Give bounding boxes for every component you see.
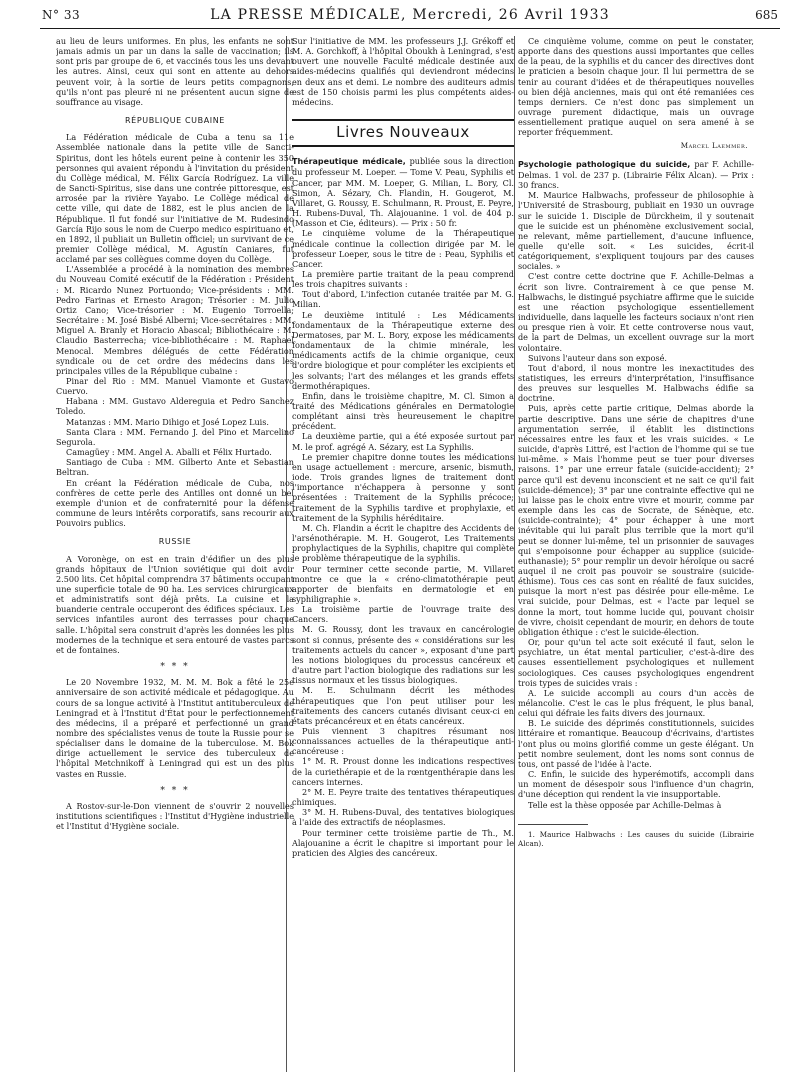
paragraph: Enfin, dans le troisième chapitre, M. Cl. Simon a traité des Médications générales en Dermatologie complétant ainsi très heureusement le chapitre précédent.	[292, 390, 514, 432]
paragraph: B. Le suicide des déprimés constitutionnels, suicides littéraire et romantique. Beaucoup d'écrivains, d'artistes l'ont plus ou moins glorifié comme un geste élégant. Un petit nombre seulement, dont les noms sont connus de tous, ont passé de l'idée à l'acte.	[518, 718, 754, 769]
paragraph: Puis viennent 3 chapitres résumant nos connaissances actuelles de la thérapeutique anti-cancéreuse :	[292, 726, 514, 757]
paragraph: M. E. Schulmann décrit les méthodes thérapeutiques que l'on peut utiliser pour les traitements des cancers cutanés divisant ceux-ci en états précancéreux et en états cancéreux.	[292, 685, 514, 726]
paragraph: Or, pour qu'un tel acte soit exécuté il faut, selon le psychiatre, un état mental particulier, c'est-à-dire des causes essentiellement psychologiques et nullement sociologiques. Ces causes psychologiques engendrent trois types de suicides vrais :	[518, 637, 754, 688]
book-description: publiée sous la direction du professeur M. Loeper. — Tome V. Peau, Syphilis et Cancer, par MM. M. Loeper, G. Milian, L. Bory, Cl. Simon, A. Sézary, Ch. Flandin, H. Gougerot, M. Villaret, G. Roussy, E. Schulmann, R. Proust, E. Peyre, H. Rubens-Duval, Th. Alajouanine. 1 vol. de 404 p. (Masson et Cie, éditeurs). — Prix : 50 fr.	[292, 156, 514, 229]
paragraph: La première partie traitant de la peau comprend les trois chapitres suivants :	[292, 268, 514, 290]
paragraph: Tout d'abord, il nous montre les inexactitudes des statistiques, les erreurs d'interprétation, l'insuffisance des preuves sur lesquelles M. Halbwachs édifie sa doctrine.	[518, 362, 754, 404]
paragraph: Camagüey : MM. Angel A. Aballi et Félix Hurtado.	[66, 447, 272, 458]
paragraph: Telle est la thèse opposée par Achille-Delmas à	[528, 799, 722, 810]
paragraph: Sur l'initiative de MM. les professeurs J.J. Grékoff et M. A. Gorchkoff, à l'hôpital Oboukh à Leningrad, s'est ouvert une nouvelle Faculté médicale destinée aux aides-médecins qualifiés qui deviendront médecins en deux ans et demi. Le nombre des auditeurs admis est de 150 choisis parmi les plus compétents aides-médecins.	[292, 36, 514, 107]
paragraph: Pour terminer cette troisième partie de Th., M. Alajouanine a écrit le chapitre si important pour le praticien des Algies des cancéreux.	[292, 827, 514, 858]
paragraph: L'Assemblée a procédé à la nomination des membres du Nouveau Comité exécutif de la Fédération : Président : M. Ricardo Nunez Portuondo; Vice-présidents : MM. Pedro Farinas et Ernesto Aragon; Trésorier : M. Julio Ortiz Cano; Vice-trésorier : M. Eugenio Torroella; Secrétaire : M. José Bisbé Alberni; Vice-secrétaires : MM. Miguel A. Branly et Horacio Abascal; Bibliothécaire : M. Claudio Basterrecha; vice-bibliothécaire : M. Raphael Menocal. Membres délégués de cette Fédération syndicale ou de cet ordre des médecins dans les principales villes de la République cubaine :	[56, 264, 294, 376]
paragraph: Tout d'abord, L'infection cutanée traitée par M. G. Milian.	[292, 289, 514, 310]
paragraph: A. Le suicide accompli au cours d'un accès de mélancolie. C'est le cas le plus fréquent, le plus banal, celui qui défraie les faits divers des journaux.	[518, 687, 754, 719]
paragraph: A Voronège, on est en train d'édifier un des plus grands hôpitaux de l'Union soviétique qui doit avoir 2.500 lits. Cet hôpital comprendra 37 bâtiments occupant une superficie totale de 90 ha. Les services chirurgicaux et administratifs sont déjà prêts. La cuisine et la buanderie centrale occuperont des édifices spéciaux. Les services infantiles auront des terrasses pour chaque salle. L'hôpital sera construit d'après les données les plus modernes de la technique et sera entouré de vastes parcs et de fontaines.	[56, 553, 294, 655]
paragraph: Pinar del Rio : MM. Manuel Viamonte et Gustavo Cuervo.	[56, 376, 294, 397]
paragraph: Le 20 Novembre 1932, M. M. M. Bok a fêté le 25e anniversaire de son activité médicale et pédagogique. Au cours de sa longue activité à l'Institut antituberculeux de Leningrad et à l'Institut d'État pour le perfectionnement des médecins, il a préparé et perfectionné un grand nombre des spécialistes venus de toute la Russie pour se spécialiser dans le domaine de la tuberculose. M. Bok dirige actuellement le service des tuberculeux de l'hôpital Metchnikoff à Leningrad qui est un des plus vastes en Russie.	[56, 677, 294, 779]
column-right	[518, 36, 754, 1076]
journal-title: LA PRESSE MÉDICALE, Mercredi, 26 Avril 1933	[210, 7, 610, 23]
column-divider	[514, 36, 515, 1072]
paragraph: Le cinquième volume de la Thérapeutique médicale continue la collection dirigée par M. le professeur Loeper, sous le titre de : Peau, Syphilis et Cancer.	[292, 228, 514, 269]
paragraph: La deuxième partie, qui a été exposée surtout par M. le prof. agrégé A. Sézary, est La Syphilis.	[292, 431, 514, 452]
book-entry	[292, 156, 514, 228]
footnote: 1. Maurice Halbwachs : Les causes du suicide (Librairie Alcan).	[518, 829, 754, 848]
section-heading-cuba: RÉPUBLIQUE CUBAINE	[125, 116, 225, 126]
paragraph: Santa Clara : MM. Fernando J. del Pino et Marcelino Segurola.	[56, 426, 294, 447]
paragraph: M. G. Roussy, dont les travaux en cancérologie sont si connus, présente des « considérations sur les traitements actuels du cancer », exposant d'une part les notions biologiques du processus cancéreux et d'autre part l'action biologique des radiations sur les tissus normaux et les tissus biologiques.	[292, 624, 514, 686]
paragraph: Matanzas : MM. Mario Dihigo et José Lopez Luis.	[66, 416, 269, 427]
issue-number: N° 33	[42, 8, 81, 22]
book-description: par F. Achille-Delmas. 1 vol. de 237 p. (Librairie Félix Alcan). — Prix : 30 francs.	[518, 158, 754, 191]
book-entry	[518, 159, 754, 190]
paragraph: Suivons l'auteur dans son exposé.	[528, 352, 667, 363]
paragraph: M. Maurice Halbwachs, professeur de philosophie à l'Université de Strasbourg, publiait en 1930 un ouvrage sur le suicide 1. Disciple de Dürckheim, il y soutenait que le suicide est un phénomène exclusivement social, ne relevant, même partiellement, d'aucune influence, quelle qu'elle soit. « Les suicides, écrit-il catégoriquement, s'expliquent toujours par des causes sociales. »	[518, 190, 754, 272]
paragraph: A Rostov-sur-le-Don viennent de s'ouvrir 2 nouvelles institutions scientifiques : l'Institut d'Hygiène industrielle et l'Institut d'Hygiène sociale.	[56, 800, 294, 832]
paragraph: Pour terminer cette seconde partie, M. Villaret montre ce que la « créno-climatothérapie peut apporter de bienfaits en dermatologie et en syphiligraphie ».	[292, 563, 514, 604]
paragraph: 1° M. R. Proust donne les indications respectives de la curiethérapie et de la rœntgenthérapie dans les cancers internes.	[292, 756, 514, 787]
column-middle	[286, 36, 514, 1076]
asterism-separator: * * *	[160, 662, 190, 673]
page-header	[40, 8, 780, 29]
paragraph: Le deuxième intitulé : Les Médicaments fondamentaux de la Thérapeutique externe des Dermatoses, par M. L. Bory, expose les médicaments fondamentaux de la chimie minérale, les médicaments actifs de la chimie organique, ceux d'ordre biologique et pour compléter les excipients et les solvants; l'art des mélanges et les grands effets dermothérapiques.	[292, 309, 514, 391]
paragraph: 3° M. H. Rubens-Duval, des tentatives biologiques à l'aide des extractifs de néoplasmes.	[292, 807, 514, 828]
paragraph: En créant la Fédération médicale de Cuba, nos confrères de cette perle des Antilles ont donné un bel exemple d'union et de confraternité pour la défense commune de leurs intérêts corporatifs, sans recourir aux Pouvoirs publics.	[56, 477, 294, 529]
book-title: Psychologie pathologique du suicide,	[518, 159, 691, 169]
paragraph: La Fédération médicale de Cuba a tenu sa 11e Assemblée nationale dans la petite ville de Sancti-Spiritus, dont les hôtels eurent peine à contenir les 350 personnes qui avaient répondu à l'invitation du président du Collège médical, M. Félix García Rodríguez. La ville de Sancti-Spiritus, sise dans une contrée pittoresque, est arrosée par la rivière Yayabo. Le Collège médical de cette ville, qui date de 1882, est le plus ancien de la République. Il fut fondé sur l'initiative de M. Rudesindo García Rijo sous le nom de Cuerpo medico espirituano et, en 1892, il publiait un Bulletin officiel; un survivant de ce premier Collège médical, M. Agustín Caniares, fut acclamé par ses collègues comme doyen du Collège.	[56, 132, 294, 265]
book-title: Thérapeutique médicale,	[292, 157, 406, 167]
asterism-separator: * * *	[160, 785, 190, 796]
paragraph: 2° M. E. Peyre traite des tentatives thérapeutiques chimiques.	[292, 786, 514, 808]
column-left	[56, 36, 294, 1076]
page-number: 685	[755, 8, 778, 22]
paragraph: Le premier chapitre donne toutes les médications en usage actuellement : mercure, arsenic, bismuth, iode. Trois grandes lignes de traitement dont l'importance n'échappera à personne y sont présentées : Traitement de la Syphilis précoce; traitement de la Syphilis tardive et prophylaxie, et traitement de la Syphilis héréditaire.	[292, 451, 514, 523]
footnote-rule	[518, 824, 588, 825]
paragraph: M. Ch. Flandin a écrit le chapitre des Accidents de l'arsénothérapie. M. H. Gougerot, Les Traitements prophylactiques de la Syphilis, chapitre qui complète le problème thérapeutique de la syphilis.	[292, 522, 514, 564]
paragraph: Santiago de Cuba : MM. Gilberto Ante et Sebastian Beltran.	[56, 457, 294, 478]
paragraph: Puis, après cette partie critique, Delmas aborde la partie descriptive. Dans une série de chapitres d'une argumentation serrée, il établit les distinctions nécessaires entre les faux et les vrais suicides. « Le suicide, d'après Littré, est l'action de l'homme qui se tue lui-même. » Mais l'homme peut se tuer pour diverses raisons. 1° par une erreur fatale (suicide-accident); 2° parce qu'il est devenu inconscient et ne sait ce qu'il fait (suicide-démence); 3° par une contrainte effective qui ne lui laisse pas le choix entre vivre et mourir, comme par exemple dans les cas de Socrate, de Sénèque, etc. (suicide-contrainte); 4° pour échapper à une mort inévitable qui lui paraît plus terrible que la mort qu'il peut se donner lui-même, tel un prisonnier de sauvages qui s'empoisonne pour échapper au supplice (suicide-euthanasie); 5° pour remplir un devoir héroïque ou sacré auquel il ne croit pas pouvoir se soustraire (suicide-éthisme). Tous ces cas sont en réalité de faux suicides, puisque la mort n'est pas désirée pour elle-même. Le vrai suicide, pour Delmas, est « l'acte par lequel se donne la mort, tout homme lucide qui, pouvant choisir de vivre, choisit cependant de mourir, en dehors de toute obligation éthique : c'est le suicide-élection.	[518, 403, 754, 637]
paragraph: au lieu de leurs uniformes. En plus, les enfants ne sont jamais admis un par un dans la salle de vaccination; ils sont pris par groupe de 6, et vaccinés tous les uns devant les autres. Ainsi, ceux qui sont en attente au dehors peuvent voir, à la sortie de leurs petits compagnons, qu'ils n'ont pas pleuré ni ne présentent aucun signe de souffrance au visage.	[56, 36, 294, 107]
section-title: Livres Nouveaux	[336, 123, 470, 142]
section-heading-russie: RUSSIE	[158, 537, 192, 547]
review-signature: Marcel Laemmer.	[680, 140, 748, 150]
paragraph: Habana : MM. Gustavo Aldereguia et Pedro Sanchez Toledo.	[56, 396, 294, 417]
livres-nouveaux-banner	[292, 119, 514, 147]
paragraph: La troisième partie de l'ouvrage traite des Cancers.	[292, 604, 514, 625]
paragraph: C'est contre cette doctrine que F. Achille-Delmas a écrit son livre. Contrairement à ce que pense M. Halbwachs, le distingué psychiatre affirme que le suicide est une réaction psychologique essentiellement individuelle, dans laquelle les facteurs sociaux n'ont rien ou presque rien à voir. Et cette controverse nous vaut, de la part de Delmas, un excellent ouvrage sur la mort volontaire.	[518, 271, 754, 353]
paragraph: C. Enfin, le suicide des hyperémotifs, accompli dans un moment de désespoir sous l'influence d'un chagrin, d'une déception qui rendent la vie insupportable.	[518, 769, 754, 800]
paragraph: Ce cinquième volume, comme on peut le constater, apporte dans des questions aussi importantes que celles de la peau, de la syphilis et du cancer des directives dont le praticien a besoin chaque jour. Il lui permettra de se tenir au courant d'idées et de thérapeutiques nouvelles ou bien déjà anciennes, mais qui ont été remaniées ces temps derniers. Ce n'est donc pas simplement un ouvrage purement didactique, mais un ouvrage essentiellement pratique auquel on sera amené à se reporter fréquemment.	[518, 36, 754, 138]
